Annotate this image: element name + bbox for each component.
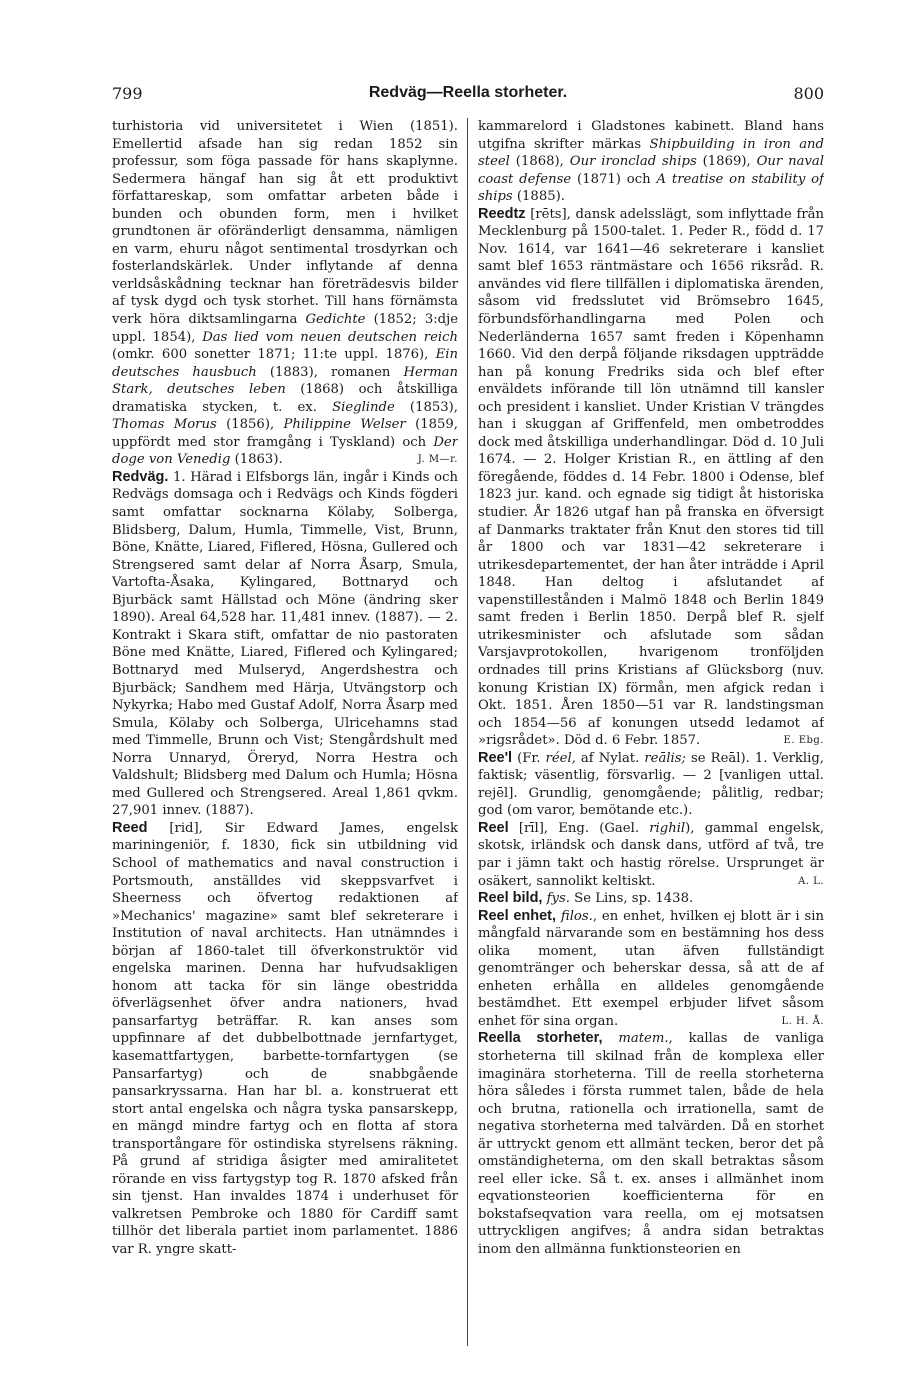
entry-text: turhistoria vid universitetet i Wien (1851). Emellertid afsade han sig redan 1852 sin professur, som föga passade för hans skaplynne. Sedermera hängaf han sig åt ett produktivt författareskap, som omfattar arbeten både i bunden och obunden form, men i hvilket grundtonen är oföränderligt densamma, nämligen en varm, ehuru något sentimental trosdyrkan och fosterlandskärlek. Under inflytande af denna verldsåskådning tecknar han företrädesvis bilder af tysk dygd och tysk storhet. Till hans förnämsta verk höra diktsamlingarna bbox=[112, 119, 458, 328]
column-right bbox=[478, 118, 824, 1348]
entry-text: (1852; 3:dje uppl. 1854), bbox=[112, 312, 458, 345]
entry-text: (1871) och bbox=[571, 171, 657, 187]
entry-text: (1868), bbox=[509, 154, 570, 170]
entry-text: [rēts], dansk adelsslägt, som inflyttade från Mecklenburg på 1500-talet. 1. Peder R., född d. 17 Nov. 1614, var 1641—46 sekreterare i kansliet samt blef 1653 räntmästare och 1656 riksråd. R. användes vid flere tillfällen i diplomatiska ärenden, såsom vid fredsslutet vid Brömsebro 1645, förbundsförhandlingarna med Polen och Nederländerna 1657 samt freden i Köpenhamn 1660. Vid den derpå följande riksdagen uppträdde han på konung Fredriks sida och blef efter enväldets införande till lön utnämnd till kansler och president i kansliet. Under Kristian V trängdes han i skuggan af Griffenfeld, men ombetroddes dock med åtskilliga underhandlingar. Död d. 10 Juli 1674. — 2. Holger Kristian R., en ättling af den föregående, föddes d. 14 Febr. 1800 i Odense, blef 1823 jur. kand. och egnade sig tidigt åt historiska studier. År 1826 utgaf han på franska en öfversigt af Danmarks traktater från Knut den stores tid till år 1800 och var 1831—42 sekreterare i utrikesdepartementet, der han åter inträdde i April 1848. Han deltog i afslutandet af vapenstillestånden i Malmö 1848 och Berlin 1849 samt freden i Berlin 1850. Derpå blef R. sjelf utrikesminister och afslutade som sådan Varsjavprotokollen, hvarigenom tronföljden ordnades till prins Kristians af Glücksborg (nuv. konung Kristian IX) förmån, men afgick redan i Okt. 1851. Åren 1850—51 var R. landstingsman och 1854—56 af konungen utsedd ledamot af »rigsrådet». Död d. 6 Febr. 1857. bbox=[478, 206, 824, 749]
italic-title: Ein deutsches hausbuch bbox=[112, 347, 458, 380]
page-number-left: 799 bbox=[112, 84, 143, 103]
entry-text: (1853), bbox=[394, 399, 458, 415]
entry-text: (1868) och åtskilliga dramatiska stycken, t. ex. bbox=[112, 382, 458, 415]
author-signature: E. Ebg. bbox=[783, 735, 824, 747]
italic-title: A treatise on stability of ships bbox=[478, 171, 824, 205]
entry-paragraph bbox=[112, 820, 458, 1259]
italic-title: matem. bbox=[618, 1031, 669, 1047]
entry-text bbox=[603, 1031, 619, 1046]
entry-text: (omkr. 600 sonetter 1871; 11:te uppl. 1876), bbox=[112, 347, 436, 363]
entry-headword: Reella storheter, bbox=[478, 1030, 603, 1047]
author-signature: L. H. Å. bbox=[781, 1015, 824, 1027]
entry-text: (1885). bbox=[512, 189, 565, 205]
italic-title: Our ironclad ships bbox=[569, 154, 697, 170]
italic-title: Herman Stark, deutsches leben bbox=[112, 364, 458, 398]
entry-text: ), gammal engelsk, skotsk, irländsk och dansk dans, utförd af två, tre par i jämn takt och hastig rörelse. Ursprunget är osäkert, sannolikt keltiskt. bbox=[478, 820, 824, 889]
author-signature: A. L. bbox=[798, 875, 824, 887]
running-title: Redväg—Reella storheter. bbox=[368, 84, 568, 101]
italic-title: Philippine Welser bbox=[283, 417, 406, 433]
italic-title: Thomas Morus bbox=[112, 417, 217, 433]
entry-text: (1883), romanen bbox=[256, 364, 404, 380]
entry-paragraph bbox=[478, 820, 824, 890]
entry-headword: Redväg. bbox=[112, 468, 169, 485]
entry-paragraph bbox=[478, 206, 824, 750]
column-left bbox=[112, 118, 458, 1348]
page-header bbox=[112, 84, 824, 110]
entry-headword: Reel bbox=[478, 819, 509, 836]
entry-text: 1. Härad i Elfsborgs län, ingår i Kinds och Redvägs domsaga och i Redvägs och Kinds fögderi samt omfattar socknarna Kölaby, Solberga, Blidsberg, Dalum, Humla, Timmelle, Vist, Brunn, Böne, Knätte, Liared, Fiflered, Hösna, Gullered och Strengsered samt delar af Norra Åsarp, Smula, Vartofta-Åsaka, Kylingared, Bottnaryd och Bjurbäck samt Hällstad och Möne (ändring sker 1890). Areal 64,528 har. 11,481 innev. (1887). — 2. Kontrakt i Skara stift, omfattar de nio pastoraten Böne med Knätte, Liared, Fiflered och Kylingared; Bottnaryd med Mulseryd, Angerdshestra och Bjurbäck; Sandhem med Härja, Utvängstorp och Nykyrka; Habo med Gustaf Adolf, Norra Åsarp med Smula, Kölaby och Solberga, Ulricehamns stad med Timmelle, Brunn och Vist; Stengårdshult med Norra Unnaryd, Öreryd, Norra Hestra och Valdshult; Blidsberg med Dalum och Humla; Hösna med Gullered och Strengsered. Areal 1,861 qvkm. 27,901 innev. (1887). bbox=[112, 469, 458, 819]
entry-headword: Reedtz bbox=[478, 205, 526, 222]
entry-text: af Nylat. bbox=[575, 750, 645, 766]
italic-title: Der doge von Venedig bbox=[112, 434, 458, 468]
entry-text: , en enhet, hvilken ej blott är i sin mångfald närvarande som en bestämning hos dess olika moment, utan äfven fullständigt genomtränger och beherskar dessa, så att de af enheten erhålla en alldeles genomgående bestämdhet. Ett exempel erbjuder lifvet såsom enhet för sina organ. bbox=[478, 908, 824, 1029]
italic-title: reālis; bbox=[644, 750, 686, 766]
entry-paragraph bbox=[478, 1030, 824, 1258]
entry-text: (Fr. bbox=[512, 750, 546, 766]
italic-title: fys. bbox=[546, 891, 570, 907]
entry-text: Se Lins, sp. 1438. bbox=[569, 891, 694, 907]
italic-title: Gedichte bbox=[305, 312, 366, 328]
entry-text: (1856), bbox=[216, 417, 284, 433]
entry-paragraph bbox=[478, 908, 824, 1031]
entry-text: kammarelord i Gladstones kabinett. Bland hans utgifna skrifter märkas bbox=[478, 119, 824, 152]
author-signature: J. M—r. bbox=[417, 454, 458, 466]
entry-text: (1863). bbox=[230, 452, 283, 468]
entry-headword: Reel enhet, bbox=[478, 907, 557, 924]
italic-title: Das lied vom neuen deutschen reich bbox=[202, 329, 458, 345]
entry-paragraph bbox=[478, 118, 824, 206]
italic-title: Our naval coast defense bbox=[478, 154, 824, 187]
entry-text: (1869), bbox=[696, 154, 757, 170]
italic-title: Sieglinde bbox=[332, 399, 395, 415]
entry-paragraph bbox=[112, 469, 458, 820]
entry-paragraph bbox=[478, 890, 824, 908]
page-number-right: 800 bbox=[793, 84, 824, 103]
entry-paragraph bbox=[478, 750, 824, 820]
italic-title: réel, bbox=[545, 750, 576, 766]
entry-headword: Ree'l bbox=[478, 749, 513, 766]
entry-paragraph bbox=[112, 118, 458, 469]
italic-title: righil bbox=[649, 820, 686, 836]
entry-text: [rīl], Eng. (Gael. bbox=[508, 820, 650, 836]
entry-text: [rid], Sir Edward James, engelsk mariningeniör, f. 1830, fick sin utbildning vid School of mathematics and naval construction i Portsmouth, anställdes vid skeppsvarfvet i Sheerness och öfvertog redaktionen af »Mechanics' magazine» samt blef sekreterare i Institution of naval architects. Han utnämndes i början af 1860-talet till öfverkonstruktör vid engelska marinen. Denna har hufvudsakligen honom att tacka för sin länge obestridda öfverlägsenhet öfver andra nationers, hvad pansarfartyg beträffar. R. kan anses som uppfinnare af det dubbelbottnade jernfartyget, kasemattfartygen, barbette-tornfartygen (se Pansarfartyg) och de snabbgående pansarkryssarna. Han har bl. a. konstruerat ett stort antal engelska och några tyska pansarskepp, en mängd mindre fartyg och en flotta af stora transportångare för ostindiska styrelsens räkning. På grund af stridiga åsigter med amiralitetet rörande en viss fartygstyp tog R. 1870 afsked från sin tjenst. Han invaldes 1874 i underhuset för valkretsen Pembroke och 1880 för Cardiff samt tillhör det liberala partiet inom parlamentet. 1886 var R. yngre skatt- bbox=[112, 820, 458, 1257]
entry-headword: Reel bild, bbox=[478, 890, 543, 907]
entry-headword: Reed bbox=[112, 819, 148, 836]
italic-title: Shipbuilding in iron and steel bbox=[478, 136, 824, 170]
entry-text: se Reāl). 1. Verklig, faktisk; väsentlig, försvarlig. — 2 [vanligen uttal. rejēl]. Grundlig, genomgående; pålitlig, redbar; god (om varor, bemötande etc.). bbox=[478, 750, 824, 819]
entry-text: , kallas de vanliga storheterna till skilnad från de komplexa eller imaginära storheterna. Till de reella storheterna höra således i första rummet talen, både de hela och brutna, rationella och irrationella, samt de negativa storheterna med talvärden. Då en storhet är uttryckt genom ett allmänt tecken, beror det på omständigheterna, om den skall betraktas såsom reel eller icke. Så t. ex. anses i allmänhet inom eqvationsteorien koefficienterna för en bokstafseqvation vara reella, om ej motsatsen uttryckligen angifves; å andra sidan betraktas inom den allmänna funktionsteorien en bbox=[478, 1031, 824, 1257]
column-divider bbox=[467, 118, 468, 1346]
entry-text: (1859, uppfördt med stor framgång i Tyskland) och bbox=[112, 417, 458, 450]
italic-title: filos. bbox=[560, 908, 593, 924]
